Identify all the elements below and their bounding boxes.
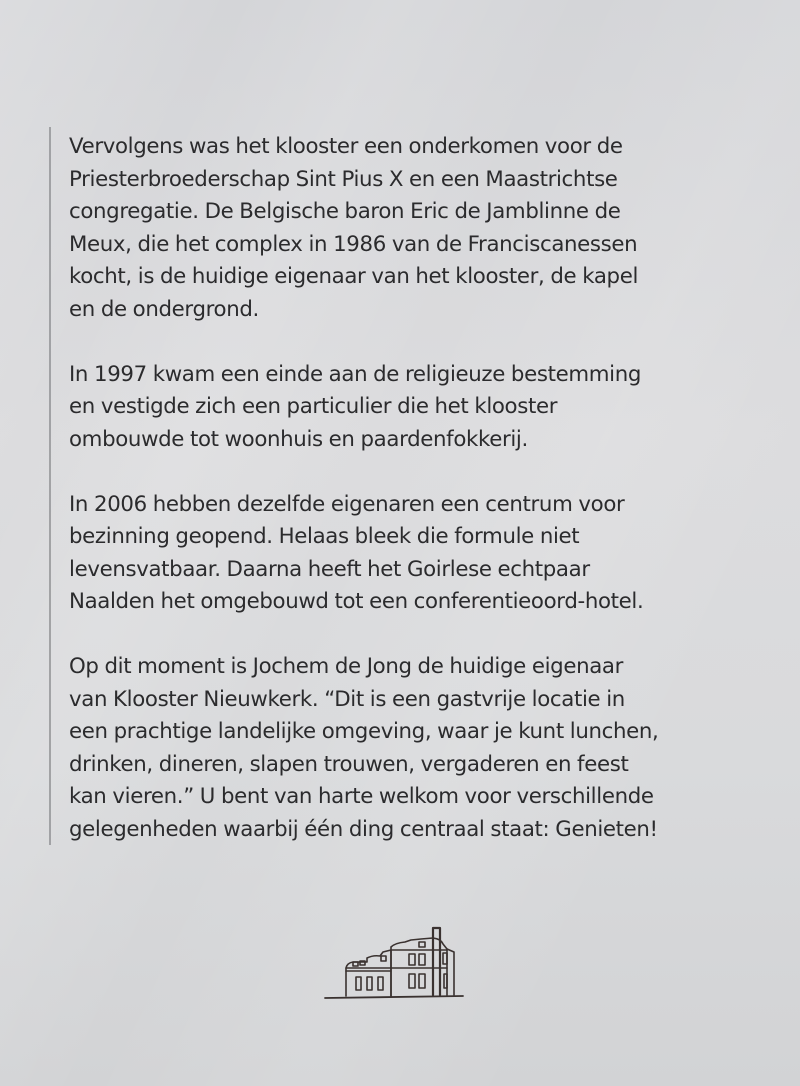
monastery-logo — [323, 925, 468, 1000]
text-line: kan vieren.” U bent van harte welkom voor verschillende — [69, 784, 654, 809]
text-line: Naalden het omgebouwd tot een conferentieoord-hotel. — [69, 589, 644, 614]
text-line: In 1997 kwam een einde aan de religieuze bestemming — [69, 361, 642, 387]
text-line: Vervolgens was het klooster een onderkomen voor de — [69, 134, 623, 159]
text-line: congregatie. De Belgische baron Eric de Jamblinne de — [69, 199, 621, 224]
text-line: Meux, die het complex in 1986 van de Franciscanessen — [69, 231, 638, 257]
text-line: drinken, dineren, slapen trouwen, vergaderen en feest — [69, 751, 629, 777]
text-line: kocht, is de huidige eigenaar van het klooster, de kapel — [69, 264, 639, 289]
text-line: van Klooster Nieuwkerk. “Dit is een gastvrije locatie in — [69, 686, 625, 712]
paragraph-2 — [69, 359, 789, 457]
text-line: Priesterbroederschap Sint Pius X en een Maastrichtse — [69, 166, 618, 192]
text-line: en de ondergrond. — [69, 296, 259, 322]
paragraph-1 — [69, 131, 789, 326]
text-line: gelegenheden waarbij één ding centraal staat: Genieten! — [69, 816, 658, 842]
text-line: Op dit moment is Jochem de Jong de huidige eigenaar — [69, 654, 624, 679]
text-line: levensvatbaar. Daarna heeft het Goirlese echtpaar — [69, 556, 590, 582]
margin-rule — [49, 127, 51, 845]
text-line: ombouwde tot woonhuis en paardenfokkerij. — [69, 426, 528, 452]
history-text — [69, 131, 789, 879]
text-line: en vestigde zich een particulier die het klooster — [69, 394, 558, 419]
text-line: In 2006 hebben dezelfde eigenaren een centrum voor — [69, 491, 625, 517]
paragraph-3 — [69, 489, 789, 619]
paragraph-4 — [69, 651, 789, 846]
text-line: een prachtige landelijke omgeving, waar je kunt lunchen, — [69, 719, 659, 744]
text-line: bezinning geopend. Helaas bleek die formule niet — [69, 524, 580, 549]
building-icon — [323, 925, 468, 1000]
